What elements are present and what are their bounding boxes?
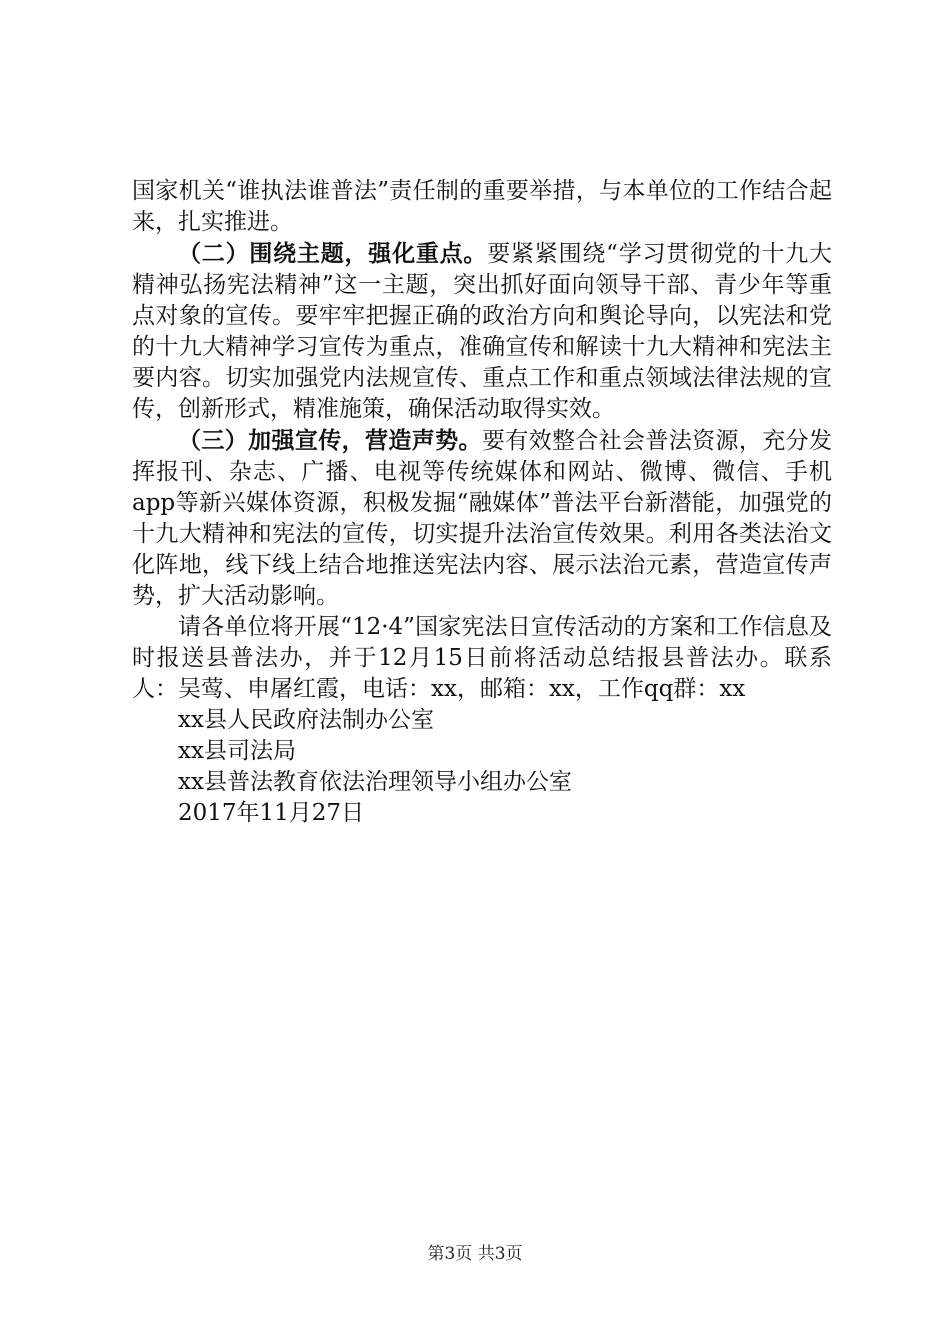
paragraph-2 xyxy=(132,238,832,425)
paragraph-1: 国家机关“谁执法谁普法”责任制的重要举措，与本单位的工作结合起来，扎实推进。 xyxy=(132,178,832,235)
signature-org-1: xx县人民政府法制办公室 xyxy=(178,707,434,733)
paragraph-3 xyxy=(132,425,832,612)
paragraph-2-heading: （二）围绕主题，强化重点。 xyxy=(178,240,488,267)
signature-org-2: xx县司法局 xyxy=(178,738,296,764)
signature-date: 2017年11月27日 xyxy=(178,800,365,826)
signature-org-3: xx县普法教育依法治理领导小组办公室 xyxy=(178,769,572,795)
paragraph-3-text: 要有效整合社会普法资源，充分发挥报刊、杂志、广播、电视等传统媒体和网站、微博、微信、手机app等新兴媒体资源，积极发掘“融媒体”普法平台新潜能，加强党的十九大精神和宪法的宣传，切实提升法治宣传效果。利用各类法治文化阵地，线下线上结合地推送宪法内容、展示法治元素，营造宣传声势，扩大活动影响。 xyxy=(132,428,833,609)
paragraph-3-heading: （三）加强宣传，营造声势。 xyxy=(178,427,482,454)
document-body xyxy=(132,176,832,829)
signature-block xyxy=(132,705,832,829)
paragraph-2-text: 要紧紧围绕“学习贯彻党的十九大精神弘扬宪法精神”这一主题，突出抓好面向领导干部、青少年等重点对象的宣传。要牢牢把握正确的政治方向和舆论导向，以宪法和党的十九大精神学习宣传为重点，准确宣传和解读十九大精神和宪法主要内容。切实加强党内法规宣传、重点工作和重点领域法律法规的宣传，创新形式，精准施策，确保活动取得实效。 xyxy=(132,241,833,422)
page-footer: 第3页 共3页 xyxy=(427,1244,523,1264)
paragraph-4: 请各单位将开展“12·4”国家宪法日宣传活动的方案和工作信息及时报送县普法办，并于12月15日前将活动总结报县普法办。联系人：吴莺、申屠红霞，电话：xx，邮箱：xx，工作qq群：xx xyxy=(132,614,832,702)
